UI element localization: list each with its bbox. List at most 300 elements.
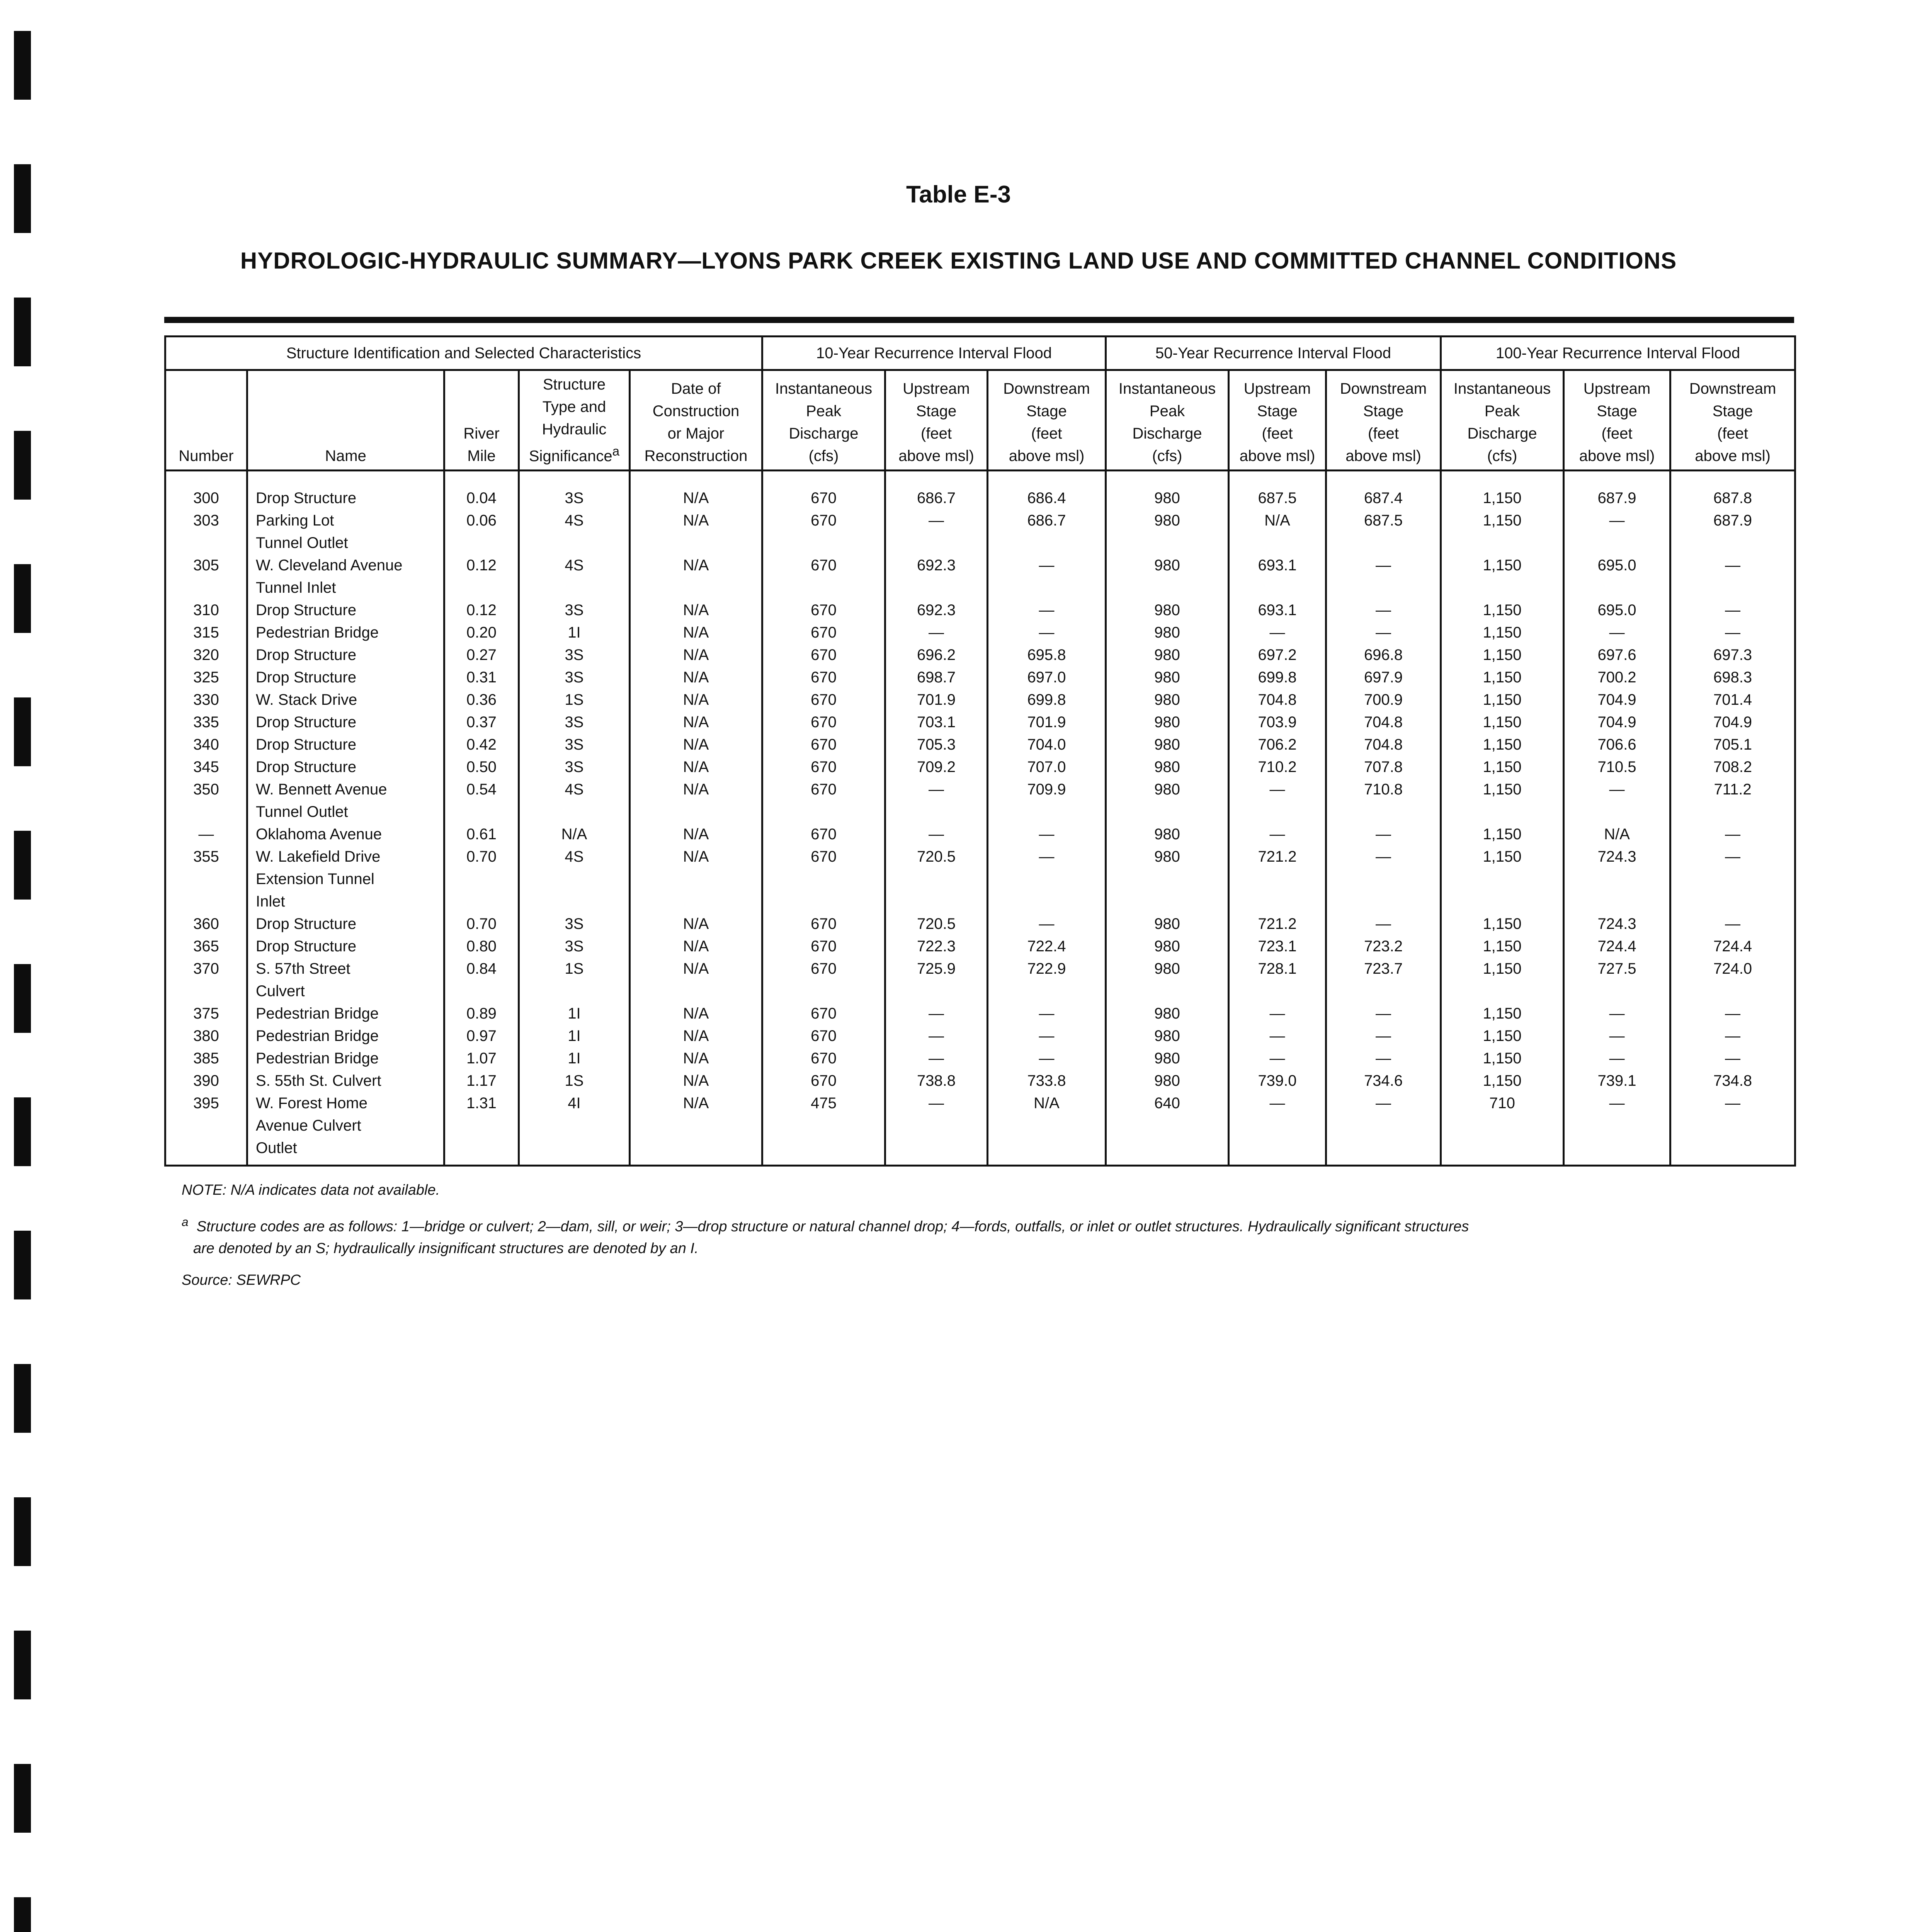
cell-up50: 693.1 bbox=[1229, 554, 1326, 599]
cell-q10: 670 bbox=[762, 509, 885, 554]
cell-q50: 980 bbox=[1106, 1025, 1229, 1047]
cell-up100: 695.0 bbox=[1564, 599, 1670, 621]
cell-q10: 670 bbox=[762, 1047, 885, 1070]
cell-type: 4S bbox=[519, 845, 630, 913]
cell-dn100: 698.3 bbox=[1670, 666, 1795, 689]
binder-hole-mark bbox=[14, 1897, 31, 1932]
title-rule bbox=[164, 317, 1794, 323]
cell-q10: 670 bbox=[762, 1002, 885, 1025]
column-header-row bbox=[165, 370, 1795, 471]
cell-number: 355 bbox=[165, 845, 247, 913]
cell-q100: 1,150 bbox=[1441, 778, 1564, 823]
cell-up10: — bbox=[885, 621, 988, 644]
cell-dn100: 687.8 bbox=[1670, 471, 1795, 510]
cell-dn100: 705.1 bbox=[1670, 733, 1795, 756]
cell-dn50: — bbox=[1326, 599, 1441, 621]
cell-type: N/A bbox=[519, 823, 630, 845]
cell-up10: — bbox=[885, 1092, 988, 1166]
cell-up50: — bbox=[1229, 778, 1326, 823]
cell-name: Pedestrian Bridge bbox=[247, 621, 444, 644]
cell-date: N/A bbox=[630, 935, 762, 957]
cell-date: N/A bbox=[630, 756, 762, 778]
cell-number: 325 bbox=[165, 666, 247, 689]
cell-up100: 724.4 bbox=[1564, 935, 1670, 957]
cell-date: N/A bbox=[630, 1047, 762, 1070]
cell-up50: 739.0 bbox=[1229, 1070, 1326, 1092]
cell-up10: — bbox=[885, 1047, 988, 1070]
cell-date: N/A bbox=[630, 1092, 762, 1166]
cell-mile: 0.27 bbox=[444, 644, 519, 666]
cell-q50: 980 bbox=[1106, 711, 1229, 733]
cell-up100: 687.9 bbox=[1564, 471, 1670, 510]
cell-number: 315 bbox=[165, 621, 247, 644]
cell-up100: — bbox=[1564, 1025, 1670, 1047]
cell-dn50: 704.8 bbox=[1326, 733, 1441, 756]
cell-q100: 1,150 bbox=[1441, 599, 1564, 621]
cell-up50: 721.2 bbox=[1229, 845, 1326, 913]
cell-date: N/A bbox=[630, 689, 762, 711]
cell-dn10: 733.8 bbox=[988, 1070, 1106, 1092]
cell-up10: 692.3 bbox=[885, 599, 988, 621]
cell-date: N/A bbox=[630, 778, 762, 823]
cell-date: N/A bbox=[630, 666, 762, 689]
cell-q100: 1,150 bbox=[1441, 845, 1564, 913]
col-header-discharge-10: Instantaneous Peak Discharge (cfs) bbox=[762, 370, 885, 471]
table-row bbox=[165, 1047, 1795, 1070]
cell-number: — bbox=[165, 823, 247, 845]
cell-up10: 692.3 bbox=[885, 554, 988, 599]
cell-name: Pedestrian Bridge bbox=[247, 1047, 444, 1070]
col-header-discharge-50: Instantaneous Peak Discharge (cfs) bbox=[1106, 370, 1229, 471]
cell-q10: 670 bbox=[762, 1025, 885, 1047]
cell-name: Drop Structure bbox=[247, 733, 444, 756]
cell-dn10: — bbox=[988, 554, 1106, 599]
cell-up100: 704.9 bbox=[1564, 689, 1670, 711]
cell-dn100: 724.0 bbox=[1670, 957, 1795, 1002]
table-row bbox=[165, 913, 1795, 935]
cell-number: 305 bbox=[165, 554, 247, 599]
cell-type: 3S bbox=[519, 666, 630, 689]
binder-hole-mark bbox=[14, 1364, 31, 1433]
cell-type: 1S bbox=[519, 689, 630, 711]
notes bbox=[182, 1179, 1789, 1301]
cell-dn50: 723.2 bbox=[1326, 935, 1441, 957]
table-row bbox=[165, 1002, 1795, 1025]
cell-q50: 980 bbox=[1106, 644, 1229, 666]
cell-type: 4I bbox=[519, 1092, 630, 1166]
cell-up50: 687.5 bbox=[1229, 471, 1326, 510]
cell-up10: — bbox=[885, 1002, 988, 1025]
cell-mile: 0.54 bbox=[444, 778, 519, 823]
cell-name: Drop Structure bbox=[247, 935, 444, 957]
cell-up100: — bbox=[1564, 621, 1670, 644]
cell-dn100: 724.4 bbox=[1670, 935, 1795, 957]
cell-dn100: — bbox=[1670, 621, 1795, 644]
cell-up10: 738.8 bbox=[885, 1070, 988, 1092]
cell-mile: 0.04 bbox=[444, 471, 519, 510]
cell-mile: 0.42 bbox=[444, 733, 519, 756]
cell-q10: 670 bbox=[762, 644, 885, 666]
cell-dn100: 734.8 bbox=[1670, 1070, 1795, 1092]
cell-dn50: 697.9 bbox=[1326, 666, 1441, 689]
cell-up100: 710.5 bbox=[1564, 756, 1670, 778]
cell-up100: 724.3 bbox=[1564, 845, 1670, 913]
cell-dn100: — bbox=[1670, 1025, 1795, 1047]
cell-q10: 670 bbox=[762, 666, 885, 689]
cell-number: 370 bbox=[165, 957, 247, 1002]
cell-up100: 700.2 bbox=[1564, 666, 1670, 689]
cell-up50: — bbox=[1229, 1092, 1326, 1166]
cell-q10: 670 bbox=[762, 778, 885, 823]
cell-date: N/A bbox=[630, 509, 762, 554]
cell-q10: 670 bbox=[762, 554, 885, 599]
binder-hole-mark bbox=[14, 298, 31, 366]
cell-up50: 723.1 bbox=[1229, 935, 1326, 957]
cell-up10: 720.5 bbox=[885, 845, 988, 913]
cell-date: N/A bbox=[630, 733, 762, 756]
footnote-text-1: Structure codes are as follows: 1—bridge or culvert; 2—dam, sill, or weir; 3—drop structure or natural channel drop; 4—fords, outfalls, or inlet or outlet structures. Hydraulically significant structures bbox=[196, 1218, 1469, 1235]
cell-up10: — bbox=[885, 509, 988, 554]
cell-mile: 0.84 bbox=[444, 957, 519, 1002]
binder-hole-mark bbox=[14, 831, 31, 900]
cell-type: 4S bbox=[519, 778, 630, 823]
cell-q50: 980 bbox=[1106, 689, 1229, 711]
cell-name: W. Forest Home Avenue Culvert Outlet bbox=[247, 1092, 444, 1166]
cell-q100: 1,150 bbox=[1441, 913, 1564, 935]
cell-q50: 640 bbox=[1106, 1092, 1229, 1166]
cell-dn100: 708.2 bbox=[1670, 756, 1795, 778]
cell-q100: 1,150 bbox=[1441, 1025, 1564, 1047]
cell-up100: 697.6 bbox=[1564, 644, 1670, 666]
cell-type: 1I bbox=[519, 1025, 630, 1047]
table-row bbox=[165, 957, 1795, 1002]
table-row bbox=[165, 554, 1795, 599]
cell-type: 3S bbox=[519, 913, 630, 935]
cell-q10: 670 bbox=[762, 957, 885, 1002]
cell-q10: 670 bbox=[762, 823, 885, 845]
col-header-upstream-10: Upstream Stage (feet above msl) bbox=[885, 370, 988, 471]
col-header-downstream-50: Downstream Stage (feet above msl) bbox=[1326, 370, 1441, 471]
cell-dn10: N/A bbox=[988, 1092, 1106, 1166]
cell-up50: 721.2 bbox=[1229, 913, 1326, 935]
cell-q10: 670 bbox=[762, 845, 885, 913]
cell-name: Pedestrian Bridge bbox=[247, 1025, 444, 1047]
cell-number: 365 bbox=[165, 935, 247, 957]
cell-up10: 701.9 bbox=[885, 689, 988, 711]
cell-number: 345 bbox=[165, 756, 247, 778]
binder-hole-mark bbox=[14, 1231, 31, 1299]
cell-name: W. Bennett Avenue Tunnel Outlet bbox=[247, 778, 444, 823]
footnote-marker: a bbox=[182, 1215, 189, 1229]
cell-dn50: 704.8 bbox=[1326, 711, 1441, 733]
cell-q10: 475 bbox=[762, 1092, 885, 1166]
cell-q50: 980 bbox=[1106, 554, 1229, 599]
cell-up10: 720.5 bbox=[885, 913, 988, 935]
cell-up50: — bbox=[1229, 621, 1326, 644]
cell-up100: 704.9 bbox=[1564, 711, 1670, 733]
col-header-date: Date of Construction or Major Reconstruction bbox=[630, 370, 762, 471]
cell-up100: — bbox=[1564, 1092, 1670, 1166]
cell-type: 1I bbox=[519, 1047, 630, 1070]
binder-hole-mark bbox=[14, 564, 31, 633]
cell-dn100: 687.9 bbox=[1670, 509, 1795, 554]
cell-type: 3S bbox=[519, 644, 630, 666]
cell-date: N/A bbox=[630, 554, 762, 599]
cell-dn50: — bbox=[1326, 621, 1441, 644]
cell-dn50: — bbox=[1326, 1092, 1441, 1166]
cell-up50: N/A bbox=[1229, 509, 1326, 554]
cell-dn10: — bbox=[988, 845, 1106, 913]
group-header-100-year: 100-Year Recurrence Interval Flood bbox=[1441, 337, 1795, 370]
cell-up10: 698.7 bbox=[885, 666, 988, 689]
cell-dn50: 723.7 bbox=[1326, 957, 1441, 1002]
cell-up100: 727.5 bbox=[1564, 957, 1670, 1002]
cell-dn100: 701.4 bbox=[1670, 689, 1795, 711]
table-title: HYDROLOGIC-HYDRAULIC SUMMARY—LYONS PARK CREEK EXISTING LAND USE AND COMMITTED CHANNEL CONDITIONS bbox=[240, 248, 1677, 274]
cell-dn10: — bbox=[988, 1025, 1106, 1047]
cell-q10: 670 bbox=[762, 689, 885, 711]
cell-up100: N/A bbox=[1564, 823, 1670, 845]
cell-dn100: — bbox=[1670, 1047, 1795, 1070]
cell-up10: 705.3 bbox=[885, 733, 988, 756]
cell-dn50: 700.9 bbox=[1326, 689, 1441, 711]
cell-number: 340 bbox=[165, 733, 247, 756]
cell-date: N/A bbox=[630, 1070, 762, 1092]
cell-mile: 0.61 bbox=[444, 823, 519, 845]
cell-name: S. 55th St. Culvert bbox=[247, 1070, 444, 1092]
binder-hole-mark bbox=[14, 1497, 31, 1566]
cell-date: N/A bbox=[630, 823, 762, 845]
cell-name: W. Lakefield Drive Extension Tunnel Inlet bbox=[247, 845, 444, 913]
cell-dn10: 709.9 bbox=[988, 778, 1106, 823]
table-row bbox=[165, 733, 1795, 756]
cell-q10: 670 bbox=[762, 621, 885, 644]
cell-up50: 697.2 bbox=[1229, 644, 1326, 666]
binder-hole-mark bbox=[14, 964, 31, 1033]
cell-dn50: — bbox=[1326, 823, 1441, 845]
cell-number: 385 bbox=[165, 1047, 247, 1070]
cell-up50: — bbox=[1229, 823, 1326, 845]
binder-hole-mark bbox=[14, 1764, 31, 1833]
cell-dn50: — bbox=[1326, 1047, 1441, 1070]
cell-dn50: 707.8 bbox=[1326, 756, 1441, 778]
cell-up100: — bbox=[1564, 509, 1670, 554]
cell-date: N/A bbox=[630, 644, 762, 666]
cell-up10: 722.3 bbox=[885, 935, 988, 957]
cell-name: Drop Structure bbox=[247, 711, 444, 733]
table-row bbox=[165, 711, 1795, 733]
cell-mile: 0.37 bbox=[444, 711, 519, 733]
cell-type: 3S bbox=[519, 711, 630, 733]
footnote-line-1 bbox=[182, 1211, 1789, 1238]
cell-q50: 980 bbox=[1106, 1070, 1229, 1092]
table-row bbox=[165, 1070, 1795, 1092]
cell-dn100: — bbox=[1670, 599, 1795, 621]
cell-q100: 1,150 bbox=[1441, 689, 1564, 711]
cell-q50: 980 bbox=[1106, 666, 1229, 689]
cell-up50: 699.8 bbox=[1229, 666, 1326, 689]
cell-dn10: 704.0 bbox=[988, 733, 1106, 756]
cell-type: 3S bbox=[519, 756, 630, 778]
cell-mile: 1.17 bbox=[444, 1070, 519, 1092]
footnote bbox=[182, 1211, 1789, 1259]
cell-dn50: — bbox=[1326, 1025, 1441, 1047]
cell-q50: 980 bbox=[1106, 756, 1229, 778]
cell-mile: 0.97 bbox=[444, 1025, 519, 1047]
cell-dn50: 734.6 bbox=[1326, 1070, 1441, 1092]
col-header-upstream-100: Upstream Stage (feet above msl) bbox=[1564, 370, 1670, 471]
cell-mile: 0.89 bbox=[444, 1002, 519, 1025]
table-row bbox=[165, 935, 1795, 957]
cell-up100: — bbox=[1564, 778, 1670, 823]
cell-name: S. 57th Street Culvert bbox=[247, 957, 444, 1002]
cell-mile: 0.70 bbox=[444, 845, 519, 913]
cell-up10: — bbox=[885, 1025, 988, 1047]
cell-q50: 980 bbox=[1106, 599, 1229, 621]
cell-dn50: — bbox=[1326, 913, 1441, 935]
cell-up10: 696.2 bbox=[885, 644, 988, 666]
cell-up10: — bbox=[885, 823, 988, 845]
cell-up100: 724.3 bbox=[1564, 913, 1670, 935]
cell-q100: 1,150 bbox=[1441, 471, 1564, 510]
cell-q10: 670 bbox=[762, 733, 885, 756]
cell-dn100: 704.9 bbox=[1670, 711, 1795, 733]
cell-dn100: — bbox=[1670, 1092, 1795, 1166]
cell-q10: 670 bbox=[762, 1070, 885, 1092]
cell-dn10: 707.0 bbox=[988, 756, 1106, 778]
cell-q100: 1,150 bbox=[1441, 644, 1564, 666]
table-number: Table E-3 bbox=[906, 181, 1011, 208]
col-header-structure-type: Structure Type and Hydraulic Significance$^a$ bbox=[519, 370, 630, 471]
group-header-50-year: 50-Year Recurrence Interval Flood bbox=[1106, 337, 1441, 370]
cell-number: 350 bbox=[165, 778, 247, 823]
cell-dn10: — bbox=[988, 621, 1106, 644]
cell-type: 1S bbox=[519, 957, 630, 1002]
cell-mile: 0.50 bbox=[444, 756, 519, 778]
source-line: Source: SEWRPC bbox=[182, 1272, 301, 1288]
table-row bbox=[165, 756, 1795, 778]
cell-dn10: 686.4 bbox=[988, 471, 1106, 510]
col-header-upstream-50: Upstream Stage (feet above msl) bbox=[1229, 370, 1326, 471]
cell-number: 395 bbox=[165, 1092, 247, 1166]
cell-dn100: — bbox=[1670, 913, 1795, 935]
cell-q50: 980 bbox=[1106, 957, 1229, 1002]
table-row bbox=[165, 509, 1795, 554]
cell-up100: — bbox=[1564, 1002, 1670, 1025]
cell-dn10: — bbox=[988, 823, 1106, 845]
cell-q50: 980 bbox=[1106, 845, 1229, 913]
cell-number: 390 bbox=[165, 1070, 247, 1092]
cell-dn10: — bbox=[988, 599, 1106, 621]
binder-hole-mark bbox=[14, 31, 31, 100]
cell-up100: 695.0 bbox=[1564, 554, 1670, 599]
cell-type: 1I bbox=[519, 1002, 630, 1025]
cell-up100: 739.1 bbox=[1564, 1070, 1670, 1092]
cell-name: Drop Structure bbox=[247, 471, 444, 510]
table-row bbox=[165, 1025, 1795, 1047]
group-header-structure: Structure Identification and Selected Characteristics bbox=[165, 337, 762, 370]
col-header-river-mile: River Mile bbox=[444, 370, 519, 471]
binder-hole-mark bbox=[14, 1631, 31, 1699]
cell-number: 335 bbox=[165, 711, 247, 733]
cell-up10: 686.7 bbox=[885, 471, 988, 510]
cell-q50: 980 bbox=[1106, 823, 1229, 845]
table-row bbox=[165, 845, 1795, 913]
cell-date: N/A bbox=[630, 599, 762, 621]
cell-q100: 1,150 bbox=[1441, 1002, 1564, 1025]
cell-q100: 710 bbox=[1441, 1092, 1564, 1166]
cell-name: W. Cleveland Avenue Tunnel Inlet bbox=[247, 554, 444, 599]
cell-dn100: — bbox=[1670, 845, 1795, 913]
binder-hole-mark bbox=[14, 697, 31, 766]
cell-q50: 980 bbox=[1106, 778, 1229, 823]
cell-up50: 703.9 bbox=[1229, 711, 1326, 733]
cell-type: 4S bbox=[519, 509, 630, 554]
cell-up50: 704.8 bbox=[1229, 689, 1326, 711]
cell-q50: 980 bbox=[1106, 1047, 1229, 1070]
cell-number: 375 bbox=[165, 1002, 247, 1025]
cell-date: N/A bbox=[630, 711, 762, 733]
cell-up50: 706.2 bbox=[1229, 733, 1326, 756]
col-header-downstream-100: Downstream Stage (feet above msl) bbox=[1670, 370, 1795, 471]
cell-type: 1I bbox=[519, 621, 630, 644]
cell-mile: 0.36 bbox=[444, 689, 519, 711]
cell-dn50: 696.8 bbox=[1326, 644, 1441, 666]
cell-up10: 725.9 bbox=[885, 957, 988, 1002]
cell-date: N/A bbox=[630, 913, 762, 935]
cell-dn10: — bbox=[988, 1047, 1106, 1070]
cell-q50: 980 bbox=[1106, 509, 1229, 554]
cell-dn50: — bbox=[1326, 1002, 1441, 1025]
cell-name: W. Stack Drive bbox=[247, 689, 444, 711]
table-row bbox=[165, 599, 1795, 621]
cell-number: 360 bbox=[165, 913, 247, 935]
cell-q10: 670 bbox=[762, 913, 885, 935]
cell-dn100: 697.3 bbox=[1670, 644, 1795, 666]
cell-q10: 670 bbox=[762, 935, 885, 957]
cell-q10: 670 bbox=[762, 756, 885, 778]
cell-up50: 693.1 bbox=[1229, 599, 1326, 621]
cell-name: Drop Structure bbox=[247, 666, 444, 689]
cell-q100: 1,150 bbox=[1441, 554, 1564, 599]
cell-dn100: — bbox=[1670, 1002, 1795, 1025]
cell-name: Parking Lot Tunnel Outlet bbox=[247, 509, 444, 554]
cell-number: 330 bbox=[165, 689, 247, 711]
cell-q100: 1,150 bbox=[1441, 957, 1564, 1002]
cell-number: 320 bbox=[165, 644, 247, 666]
cell-name: Drop Structure bbox=[247, 913, 444, 935]
cell-dn50: 710.8 bbox=[1326, 778, 1441, 823]
table-body bbox=[165, 471, 1795, 1166]
cell-type: 3S bbox=[519, 733, 630, 756]
cell-dn10: 722.4 bbox=[988, 935, 1106, 957]
cell-q100: 1,150 bbox=[1441, 711, 1564, 733]
col-header-downstream-10: Downstream Stage (feet above msl) bbox=[988, 370, 1106, 471]
cell-mile: 0.31 bbox=[444, 666, 519, 689]
cell-up10: 703.1 bbox=[885, 711, 988, 733]
cell-type: 1S bbox=[519, 1070, 630, 1092]
cell-date: N/A bbox=[630, 1002, 762, 1025]
cell-number: 303 bbox=[165, 509, 247, 554]
cell-dn100: — bbox=[1670, 823, 1795, 845]
cell-number: 300 bbox=[165, 471, 247, 510]
summary-table bbox=[164, 335, 1796, 1167]
cell-q10: 670 bbox=[762, 471, 885, 510]
cell-q50: 980 bbox=[1106, 913, 1229, 935]
cell-date: N/A bbox=[630, 621, 762, 644]
cell-up10: — bbox=[885, 778, 988, 823]
cell-mile: 0.70 bbox=[444, 913, 519, 935]
